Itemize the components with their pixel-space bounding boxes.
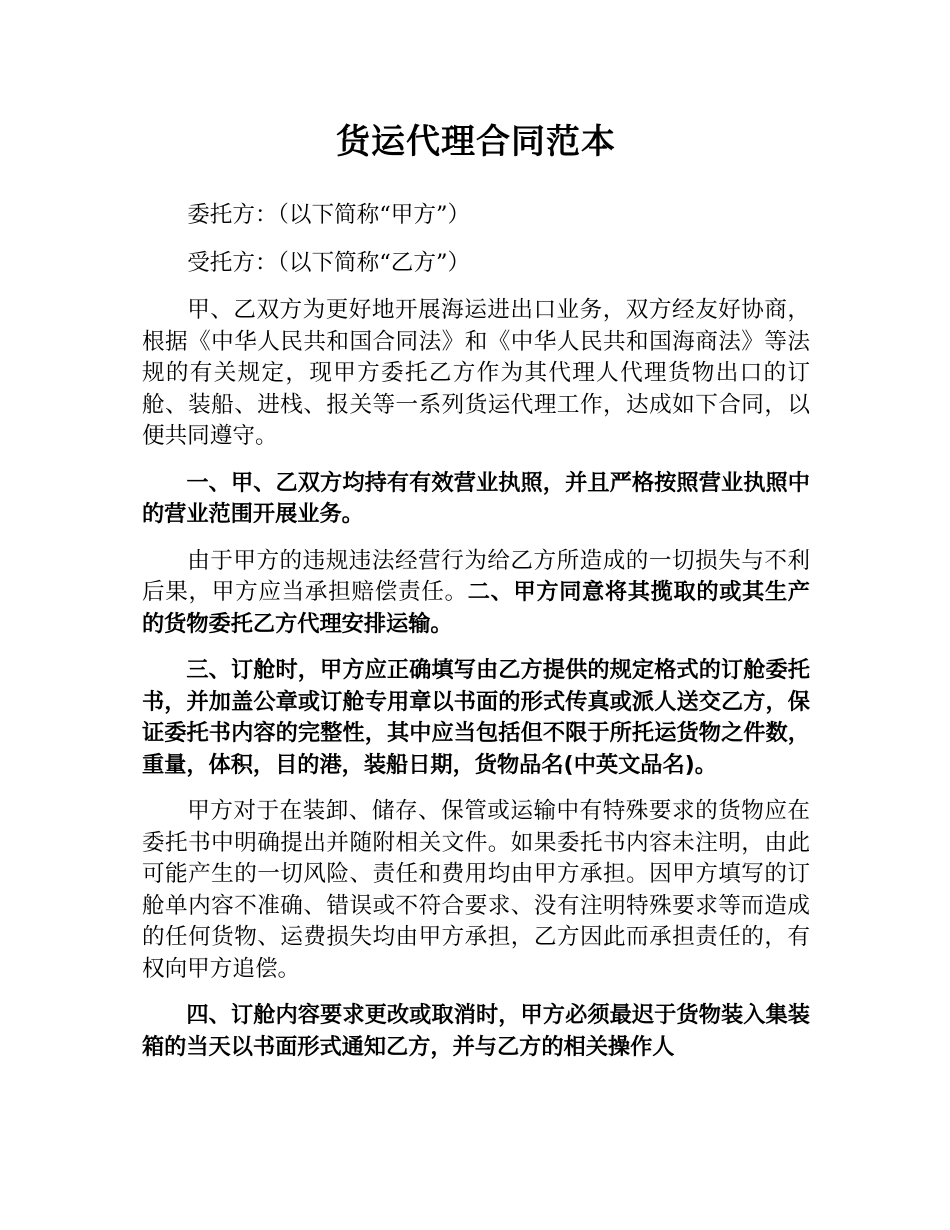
preamble-paragraph: 甲、乙双方为更好地开展海运进出口业务，双方经友好协商，根据《中华人民共和国合同法》和《中华人民共和国海商法》等法规的有关规定，现甲方委托乙方作为其代理人代理货物出口的订舱、装船、进栈、报关等一系列货运代理工作，达成如下合同，以便共同遵守。: [142, 297, 810, 449]
document-page: [142, 118, 810, 1078]
clause-1-body-paragraph: [142, 546, 810, 641]
clause-1-body-text: 由于甲方的违规违法经营行为给乙方所造成的一切损失与不利后果，甲方应当承担赔偿责任。: [142, 547, 810, 605]
clause-2-heading: 二、甲方同意将其揽取的或其生产的货物委托乙方代理安排运输。: [142, 579, 810, 637]
agent-line: 受托方：（以下简称“乙方”）: [187, 249, 471, 276]
clause-1-heading: 一、甲、乙双方均持有有效营业执照，并且严格按照营业执照中的营业范围开展业务。: [142, 469, 810, 527]
clause-3-heading: 三、订舱时，甲方应正确填写由乙方提供的规定格式的订舱委托书，并加盖公章或订舱专用章以书面的形式传真或派人送交乙方，保证委托书内容的完整性，其中应当包括但不限于所托运货物之件数，重量，体积，目的港，装船日期，货物品名(中英文品名)。: [142, 657, 810, 778]
clause-3-body-paragraph: 甲方对于在装卸、储存、保管或运输中有特殊要求的货物应在委托书中明确提出并随附相关文件。如果委托书内容未注明，由此可能产生的一切风险、责任和费用均由甲方承担。因甲方填写的订舱单内容不准确、错误或不符合要求、没有注明特殊要求等而造成的任何货物、运费损失均由甲方承担，乙方因此而承担责任的，有权向甲方追偿。: [142, 798, 810, 982]
document-title: 货运代理合同范本: [336, 122, 616, 162]
clause-4-heading: 四、订舱内容要求更改或取消时，甲方必须最迟于货物装入集装箱的当天以书面形式通知乙方，并与乙方的相关操作人: [142, 1002, 810, 1060]
principal-line: 委托方：（以下简称“甲方”）: [187, 202, 471, 228]
